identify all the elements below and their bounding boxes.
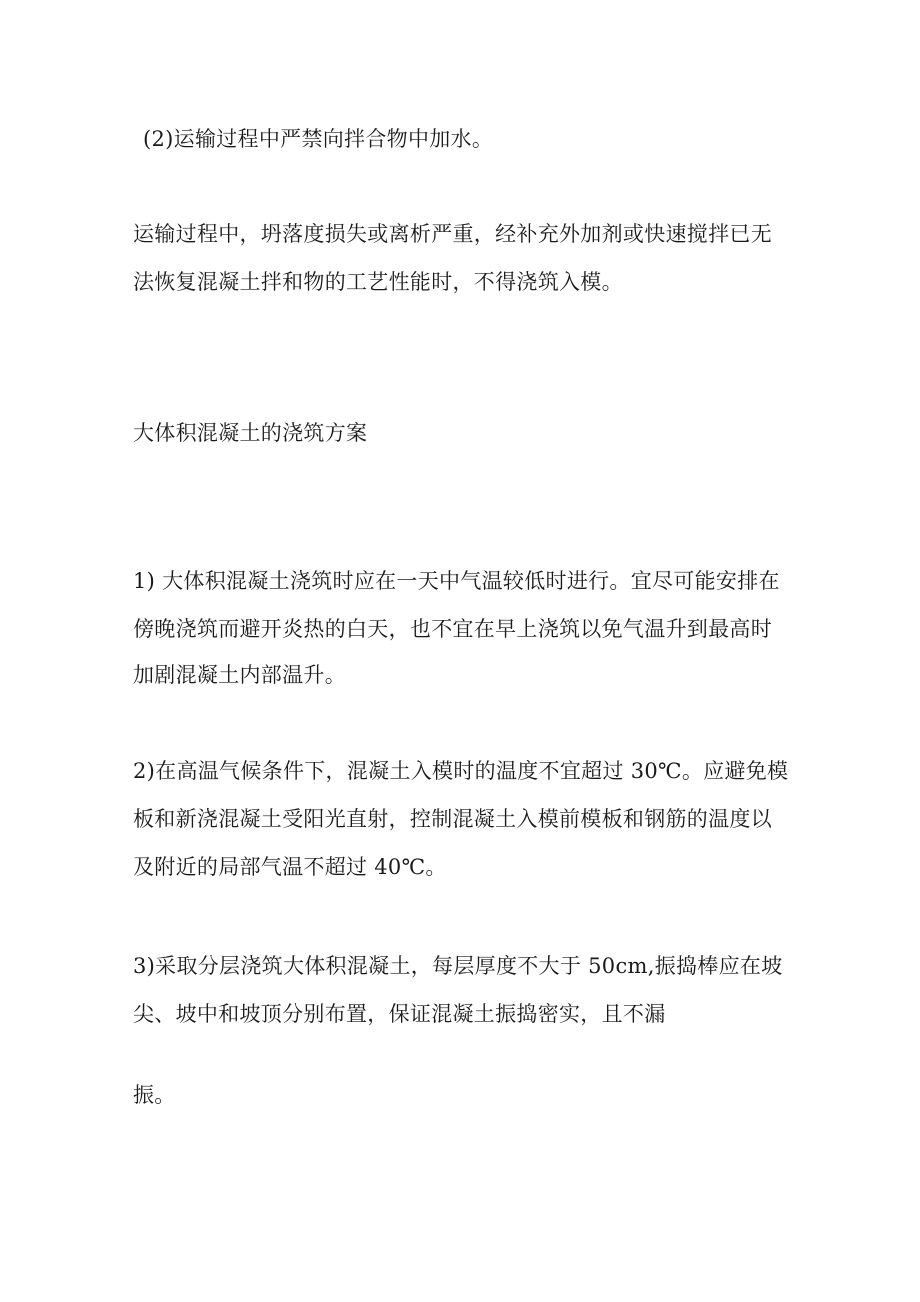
item-2-line-3: 及附近的局部气温不超过 40℃。 — [133, 855, 447, 879]
transport-paragraph-line-1: 运输过程中，坍落度损失或离析严重，经补充外加剂或快速搅拌已无 — [133, 222, 772, 246]
item-3-line-3: 振。 — [133, 1083, 176, 1107]
transport-rule-item: (2)运输过程中严禁向拌合物中加水。 — [143, 127, 494, 151]
item-1-line-2: 傍晚浇筑而避开炎热的白天，也不宜在早上浇筑以免气温升到最高时 — [133, 617, 772, 641]
transport-paragraph-line-2: 法恢复混凝土拌和物的工艺性能时，不得浇筑入模。 — [133, 270, 623, 294]
item-1-line-3: 加剧混凝土内部温升。 — [133, 663, 346, 687]
item-3-line-1: 3)采取分层浇筑大体积混凝土，每层厚度不大于 50cm,振捣棒应在坡 — [133, 954, 783, 978]
item-2-line-1: 2)在高温气候条件下，混凝土入模时的温度不宜超过 30℃。应避免模 — [133, 759, 789, 783]
item-2-line-2: 板和新浇混凝土受阳光直射，控制混凝土入模前模板和钢筋的温度以 — [133, 807, 772, 831]
section-title: 大体积混凝土的浇筑方案 — [133, 421, 368, 445]
item-3-line-2: 尖、坡中和坡顶分别布置，保证混凝土振捣密实，且不漏 — [133, 1002, 666, 1026]
item-1-line-1: 1) 大体积混凝土浇筑时应在一天中气温较低时进行。宜尽可能安排在 — [133, 569, 780, 593]
